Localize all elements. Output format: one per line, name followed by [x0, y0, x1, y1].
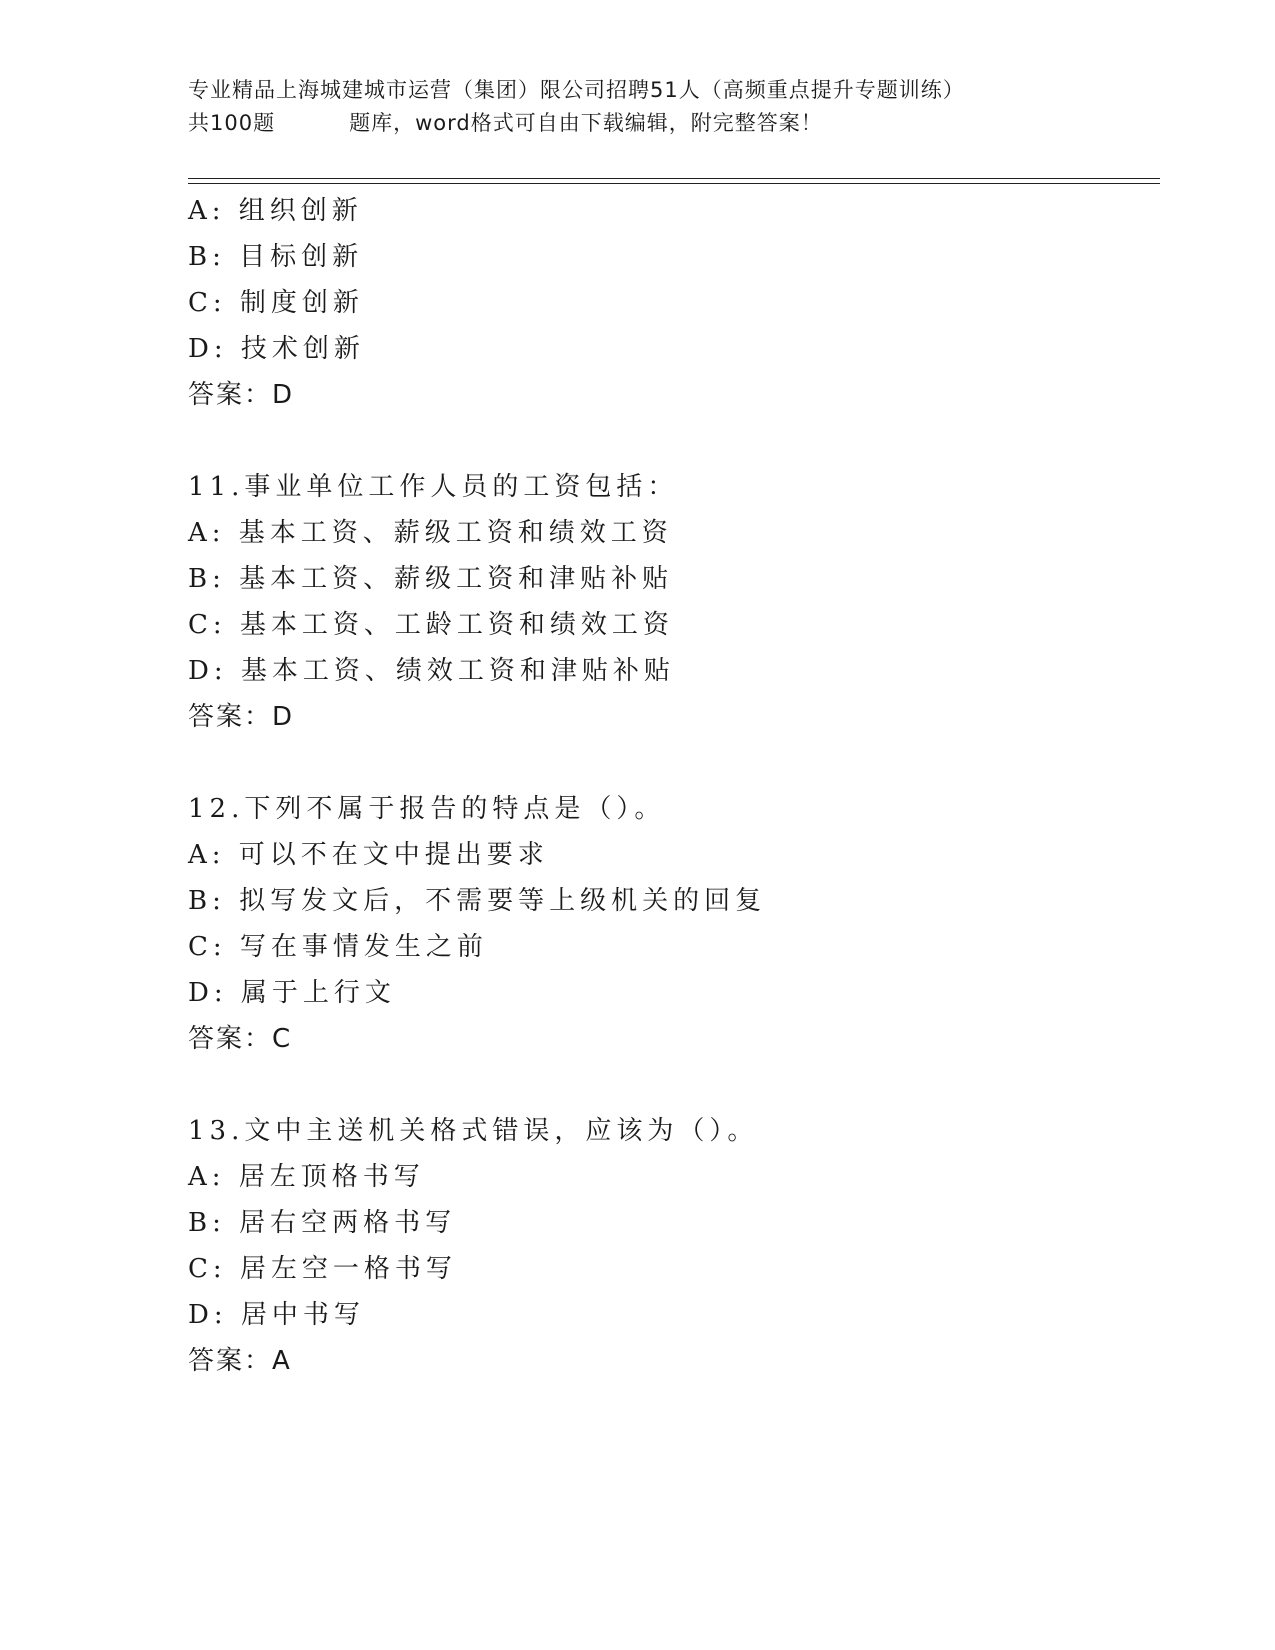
option-a: A: 组织创新 — [188, 196, 363, 226]
option-b: B: 基本工资、薪级工资和津贴补贴 — [188, 564, 674, 594]
option-b: B: 居右空两格书写 — [188, 1208, 457, 1238]
option-d: D: 属于上行文 — [188, 978, 396, 1008]
question-stem: 12.下列不属于报告的特点是（）。 — [188, 794, 666, 824]
question-block-13 — [188, 1108, 1160, 1384]
option-c: C: 写在事情发生之前 — [188, 932, 488, 962]
question-block-12 — [188, 786, 1160, 1062]
option-b: B: 目标创新 — [188, 242, 364, 272]
option-b: B: 拟写发文后，不需要等上级机关的回复 — [188, 886, 767, 916]
header-title-line: 专业精品上海城建城市运营（集团）限公司招聘51人（高频重点提升专题训练） — [188, 78, 965, 102]
option-c: C: 基本工资、工龄工资和绩效工资 — [188, 610, 674, 640]
option-c: C: 制度创新 — [188, 288, 364, 318]
header-description: 题库，word格式可自由下载编辑，附完整答案！ — [349, 111, 823, 135]
question-stem: 11.事业单位工作人员的工资包括： — [188, 472, 679, 502]
answer-line: 答案：A — [188, 1346, 292, 1376]
header-divider-bottom — [188, 183, 1160, 184]
answer-line: 答案：C — [188, 1024, 293, 1054]
option-d: D: 居中书写 — [188, 1300, 365, 1330]
question-block-continued — [188, 188, 1160, 418]
header-divider-top — [188, 178, 1160, 179]
option-a: A: 可以不在文中提出要求 — [188, 840, 549, 870]
question-block-11 — [188, 464, 1160, 740]
option-a: A: 居左顶格书写 — [188, 1162, 425, 1192]
option-d: D: 基本工资、绩效工资和津贴补贴 — [188, 656, 675, 686]
option-d: D: 技术创新 — [188, 334, 365, 364]
option-c: C: 居左空一格书写 — [188, 1254, 457, 1284]
header-subtitle-line — [188, 107, 1160, 140]
header-question-count: 共100题 — [188, 111, 276, 135]
option-a: A: 基本工资、薪级工资和绩效工资 — [188, 518, 673, 548]
answer-line: 答案：D — [188, 702, 295, 732]
answer-line: 答案：D — [188, 380, 295, 410]
document-body — [188, 188, 1160, 1384]
question-stem: 13.文中主送机关格式错误，应该为（）。 — [188, 1116, 759, 1146]
document-header — [188, 74, 1160, 140]
